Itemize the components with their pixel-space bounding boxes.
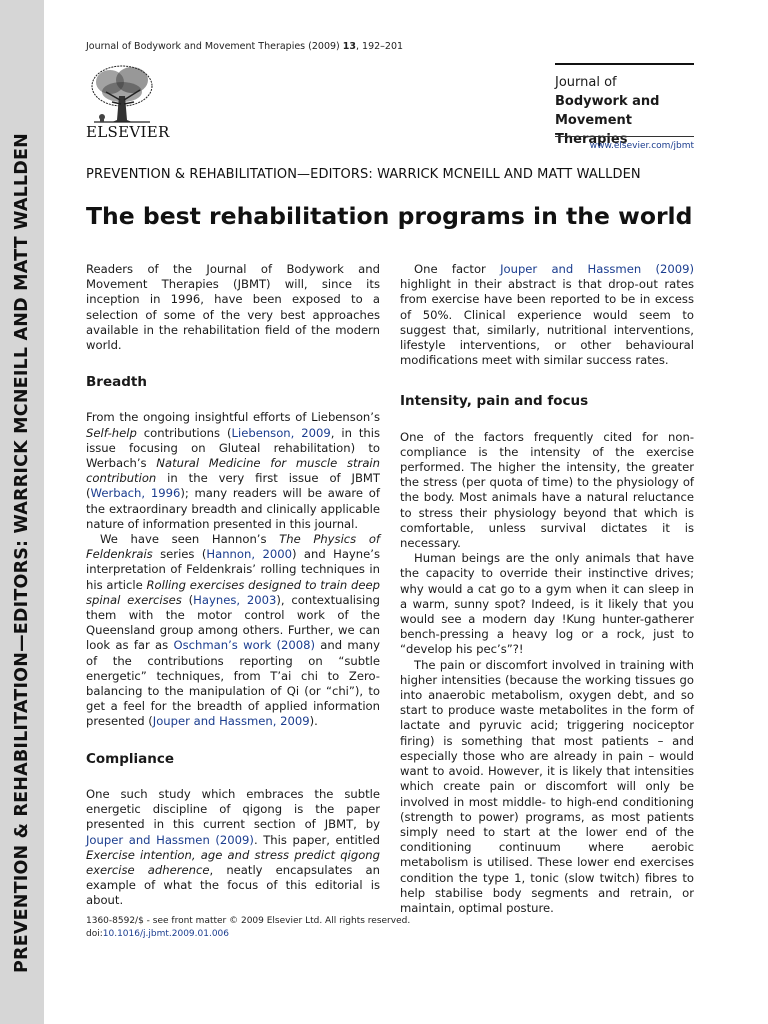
article-title: The best rehabilitation programs in the world <box>86 202 693 230</box>
compliance-paragraph-2: One factor Jouper and Hassmen (2009) highlight in their abstract is that drop-out rates from exercise have been reported to be in excess of 50%. Clinical experience would seem to suggest that, similarly, nutritional interventions, lifestyle interventions, or other behavioural modifications meet with similar success rates. <box>400 262 694 368</box>
doi-line: doi:10.1016/j.jbmt.2009.01.006 <box>86 929 230 939</box>
breadth-paragraph-2: We have seen Hannon’s The Physics of Feldenkrais series (Hannon, 2000) and Hayne’s interpretation of Feldenkrais’ rolling techniques in his article Rolling exercises designed to train deep spinal exercises (Haynes, 2003), contextualising them with the motor control work of the Queensland group among others. Further, we can look as far as Oschman’s work (2008) and many of the contributions reporting on “subtle energetic” techniques, from T’ai chi to Zero-balancing to the manipulation of Qi (or “chi”), to get a feel for the breadth of applied information presented (Jouper and Hassmen, 2009). <box>86 532 380 729</box>
ref-link-werbach[interactable]: Werbach, 1996 <box>90 486 181 501</box>
citation-prefix: Journal of Bodywork and Movement Therapies (2009) <box>86 41 343 52</box>
right-column <box>400 262 694 916</box>
copyright-line: 1360-8592/$ - see front matter © 2009 Elsevier Ltd. All rights reserved. <box>86 916 411 926</box>
journal-box-bottom-rule <box>555 136 694 137</box>
intensity-paragraph-2: Human beings are the only animals that have the capacity to override their instinctive drives; why would a cat go to a gym when it can sleep in a warm, sunny spot? Indeed, is it likely that you would see a modern day !Kung hunter-gatherer bench-pressing a heavy log or a rock, just to “develop his pec’s”?! <box>400 551 694 657</box>
heading-intensity: Intensity, pain and focus <box>400 393 589 410</box>
side-banner <box>0 0 44 1024</box>
journal-title-line-3: Movement Therapies <box>555 113 632 147</box>
ref-link-hannon[interactable]: Hannon, 2000 <box>206 547 292 562</box>
ref-link-jouper-hassmen[interactable]: Jouper and Hassmen, 2009 <box>152 714 310 729</box>
journal-box-top-rule <box>555 63 694 65</box>
intro-paragraph: Readers of the Journal of Bodywork and Movement Therapies (JBMT) will, since its inception in 1996, have been exposed to a selection of some of the very best approaches available in the rehabilitation field of the modern world. <box>86 262 380 353</box>
journal-citation <box>86 41 403 52</box>
journal-url-link[interactable]: www.elsevier.com/jbmt <box>589 141 694 151</box>
ref-link-haynes[interactable]: Haynes, 2003 <box>193 592 277 607</box>
section-label: PREVENTION & REHABILITATION—EDITORS: WARRICK MCNEILL AND MATT WALLDEN <box>86 167 641 182</box>
heading-breadth: Breadth <box>86 374 147 391</box>
page-footer <box>86 915 410 941</box>
journal-title-line-2: Bodywork and <box>555 94 660 109</box>
journal-title-box <box>555 73 700 149</box>
citation-pages: , 192–201 <box>356 41 404 52</box>
left-column <box>86 262 380 909</box>
citation-volume: 13 <box>342 41 356 52</box>
heading-compliance: Compliance <box>86 750 175 767</box>
intensity-paragraph-3: The pain or discomfort involved in training with higher intensities (because the working tissues go into anaerobic metabolism, oxygen debt, and so start to produce waste metabolites in the form of lactate and pyruvic acid; triggering nociceptor firing) is something that most patients – and especially those who are already in pain – would want to avoid. However, it is likely that intensities which create pain or discomfort will only be involved in most middle- to high-end conditioning (strength to power) programs, as most patients simply need to start at the lower end of the conditioning continuum where aerobic metabolism is utilised. These lower end exercises condition the type 1, tonic (slow twitch) fibres to help stabilise body segments and retrain, or maintain, optimal posture. <box>400 657 694 915</box>
intensity-paragraph-1: One of the factors frequently cited for non-compliance is the intensity of the exercise performed. The higher the intensity, the greater the stress (per quota of time) to the physiology of the body. Most animals have a natural reluctance to stress their physiology beyond that which is comfortable, unless survival dictates it is necessary. <box>400 429 694 551</box>
ref-link-liebenson[interactable]: Liebenson, 2009 <box>231 425 331 440</box>
ref-link-jouper-hassmen-2[interactable]: Jouper and Hassmen (2009) <box>86 832 254 847</box>
publisher-name: ELSEVIER <box>86 123 170 141</box>
compliance-paragraph-1: One such study which embraces the subtle energetic discipline of qigong is the paper presented in this current section of JBMT, by Jouper and Hassmen (2009). This paper, entitled Exercise intention, age and stress predict qigong exercise adherence, neatly encapsulates an example of what the focus of this editorial is about. <box>86 786 380 908</box>
journal-title-line-1: Journal of <box>555 75 617 90</box>
ref-link-jouper-hassmen-3[interactable]: Jouper and Hassmen (2009) <box>500 262 694 276</box>
side-banner-text: PREVENTION & REHABILITATION—EDITORS: WARRICK MCNEILL AND MATT WALLDEN <box>12 132 32 974</box>
breadth-paragraph-1: From the ongoing insightful efforts of Liebenson’s Self-help contributions (Liebenson, 2009, in this issue focusing on Gluteal rehabilitation) to Werbach’s Natural Medicine for muscle strain contribution in the very first issue of JBMT (Werbach, 1996); many readers will be aware of the extraordinary breadth and clinically applicable nature of information presented in this journal. <box>86 410 381 531</box>
doi-link[interactable]: 10.1016/j.jbmt.2009.01.006 <box>102 929 230 939</box>
ref-link-oschman[interactable]: Oschman’s work (2008) <box>173 638 316 653</box>
